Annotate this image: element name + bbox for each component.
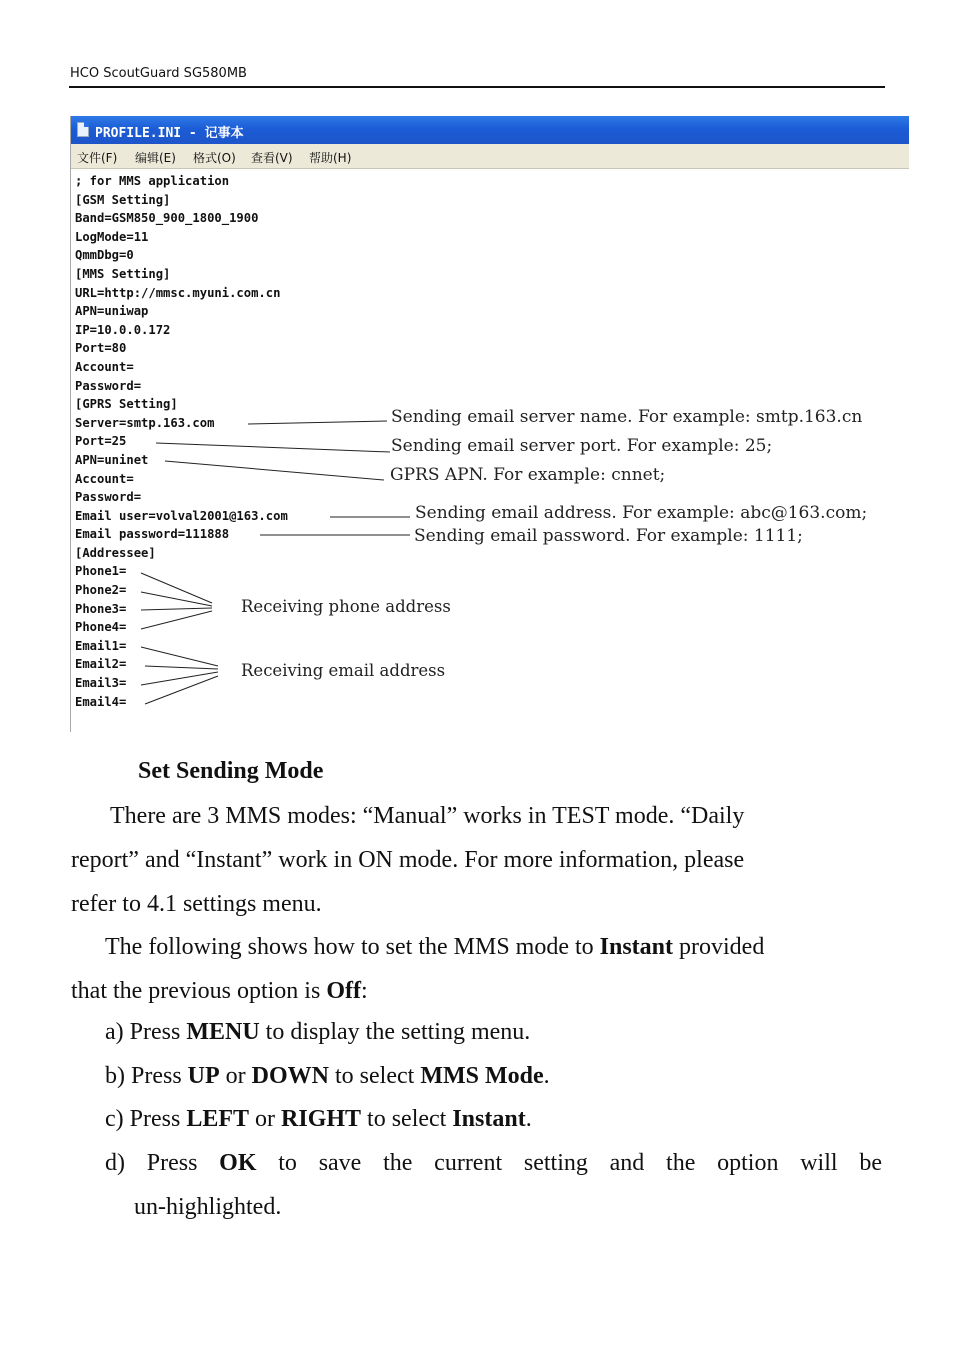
step-d-word: the: [383, 1150, 413, 1176]
step-d-word: OK: [219, 1150, 257, 1176]
ini-line: Account=: [75, 471, 134, 486]
ini-line: [MMS Setting]: [75, 266, 171, 281]
section-title: Set Sending Mode: [138, 758, 324, 784]
ini-line: Password=: [75, 378, 142, 393]
annotation-email-address: Sending email address. For example: abc@163.com;: [415, 503, 868, 523]
step-d-word: Press: [146, 1150, 198, 1176]
step-c: c) Press LEFT or RIGHT to select Instant.: [105, 1106, 532, 1132]
ini-line: Email user=volval2001@163.com: [75, 508, 288, 523]
menu-view[interactable]: 查看(V): [251, 151, 293, 165]
paragraph-1-line-2: report” and “Instant” work in ON mode. For more information, please: [71, 847, 745, 873]
step-d-word: to: [278, 1150, 297, 1176]
ini-line: Email3=: [75, 676, 127, 691]
ini-line: Phone2=: [75, 583, 127, 598]
ini-line: LogMode=11: [75, 229, 149, 244]
menu-help[interactable]: 帮助(H): [309, 151, 352, 165]
ini-line: Port=80: [75, 341, 127, 356]
step-d-word: save: [318, 1150, 362, 1176]
ini-line: Phone3=: [75, 601, 127, 616]
paragraph-2-line-1: The following shows how to set the MMS mode to Instant provided: [105, 934, 765, 960]
step-d-line-2: un-highlighted.: [134, 1194, 282, 1220]
page-header: HCO ScoutGuard SG580MB: [70, 66, 247, 81]
step-a: a) Press MENU to display the setting menu.: [105, 1019, 531, 1045]
ini-line: Email password=111888: [75, 527, 230, 542]
ini-line: [GPRS Setting]: [75, 397, 178, 412]
menu-edit[interactable]: 编辑(E): [135, 151, 176, 165]
ini-line: Phone4=: [75, 620, 127, 635]
menu-file[interactable]: 文件(F): [77, 151, 118, 165]
menu-format[interactable]: 格式(O): [193, 151, 236, 165]
ini-line: Email2=: [75, 657, 127, 672]
step-d-word: will: [800, 1150, 838, 1176]
annotation-email-password: Sending email password. For example: 1111;: [414, 526, 803, 546]
step-d-word: the: [666, 1150, 696, 1176]
ini-line: Email1=: [75, 638, 127, 653]
step-d-word: option: [717, 1150, 779, 1176]
step-d-word: current: [434, 1150, 503, 1176]
ini-line: Band=GSM850_900_1800_1900: [75, 211, 259, 226]
step-d-word: be: [859, 1150, 882, 1176]
ini-line: Email4=: [75, 694, 127, 709]
ini-line: URL=http://mmsc.myuni.com.cn: [75, 285, 281, 300]
step-b: b) Press UP or DOWN to select MMS Mode.: [105, 1063, 550, 1089]
paragraph-1-line-3: refer to 4.1 settings menu.: [71, 891, 322, 917]
ini-line: IP=10.0.0.172: [75, 322, 171, 337]
annotation-email: Receiving email address: [241, 661, 446, 680]
annotation-server-name: Sending email server name. For example: smtp.163.cn: [391, 407, 863, 427]
paragraph-1-line-1: There are 3 MMS modes: “Manual” works in TEST mode. “Daily: [110, 803, 745, 829]
paragraph-2-line-2: that the previous option is Off:: [71, 978, 368, 1004]
annotation-gprs-apn: GPRS APN. For example: cnnet;: [390, 465, 666, 485]
ini-line: QmmDbg=0: [75, 248, 134, 263]
ini-line: APN=uniwap: [75, 304, 149, 319]
step-d: [105, 1150, 882, 1177]
ini-line: Server=smtp.163.com: [75, 415, 215, 430]
annotation-phone: Receiving phone address: [241, 597, 451, 616]
step-d-word: and: [609, 1150, 645, 1176]
annotation-server-port: Sending email server port. For example: 25;: [391, 436, 773, 456]
ini-line: Account=: [75, 359, 134, 374]
step-d-word: d): [105, 1150, 125, 1176]
step-d-word: setting: [523, 1150, 588, 1176]
ini-line: [Addressee]: [75, 545, 156, 560]
ini-line: Phone1=: [75, 564, 127, 579]
ini-line: APN=uninet: [75, 452, 149, 467]
window-title: PROFILE.INI - 记事本: [95, 126, 244, 141]
ini-line: Password=: [75, 490, 142, 505]
ini-line: Port=25: [75, 434, 127, 449]
ini-line: ; for MMS application: [75, 174, 230, 188]
ini-line: [GSM Setting]: [75, 192, 171, 207]
